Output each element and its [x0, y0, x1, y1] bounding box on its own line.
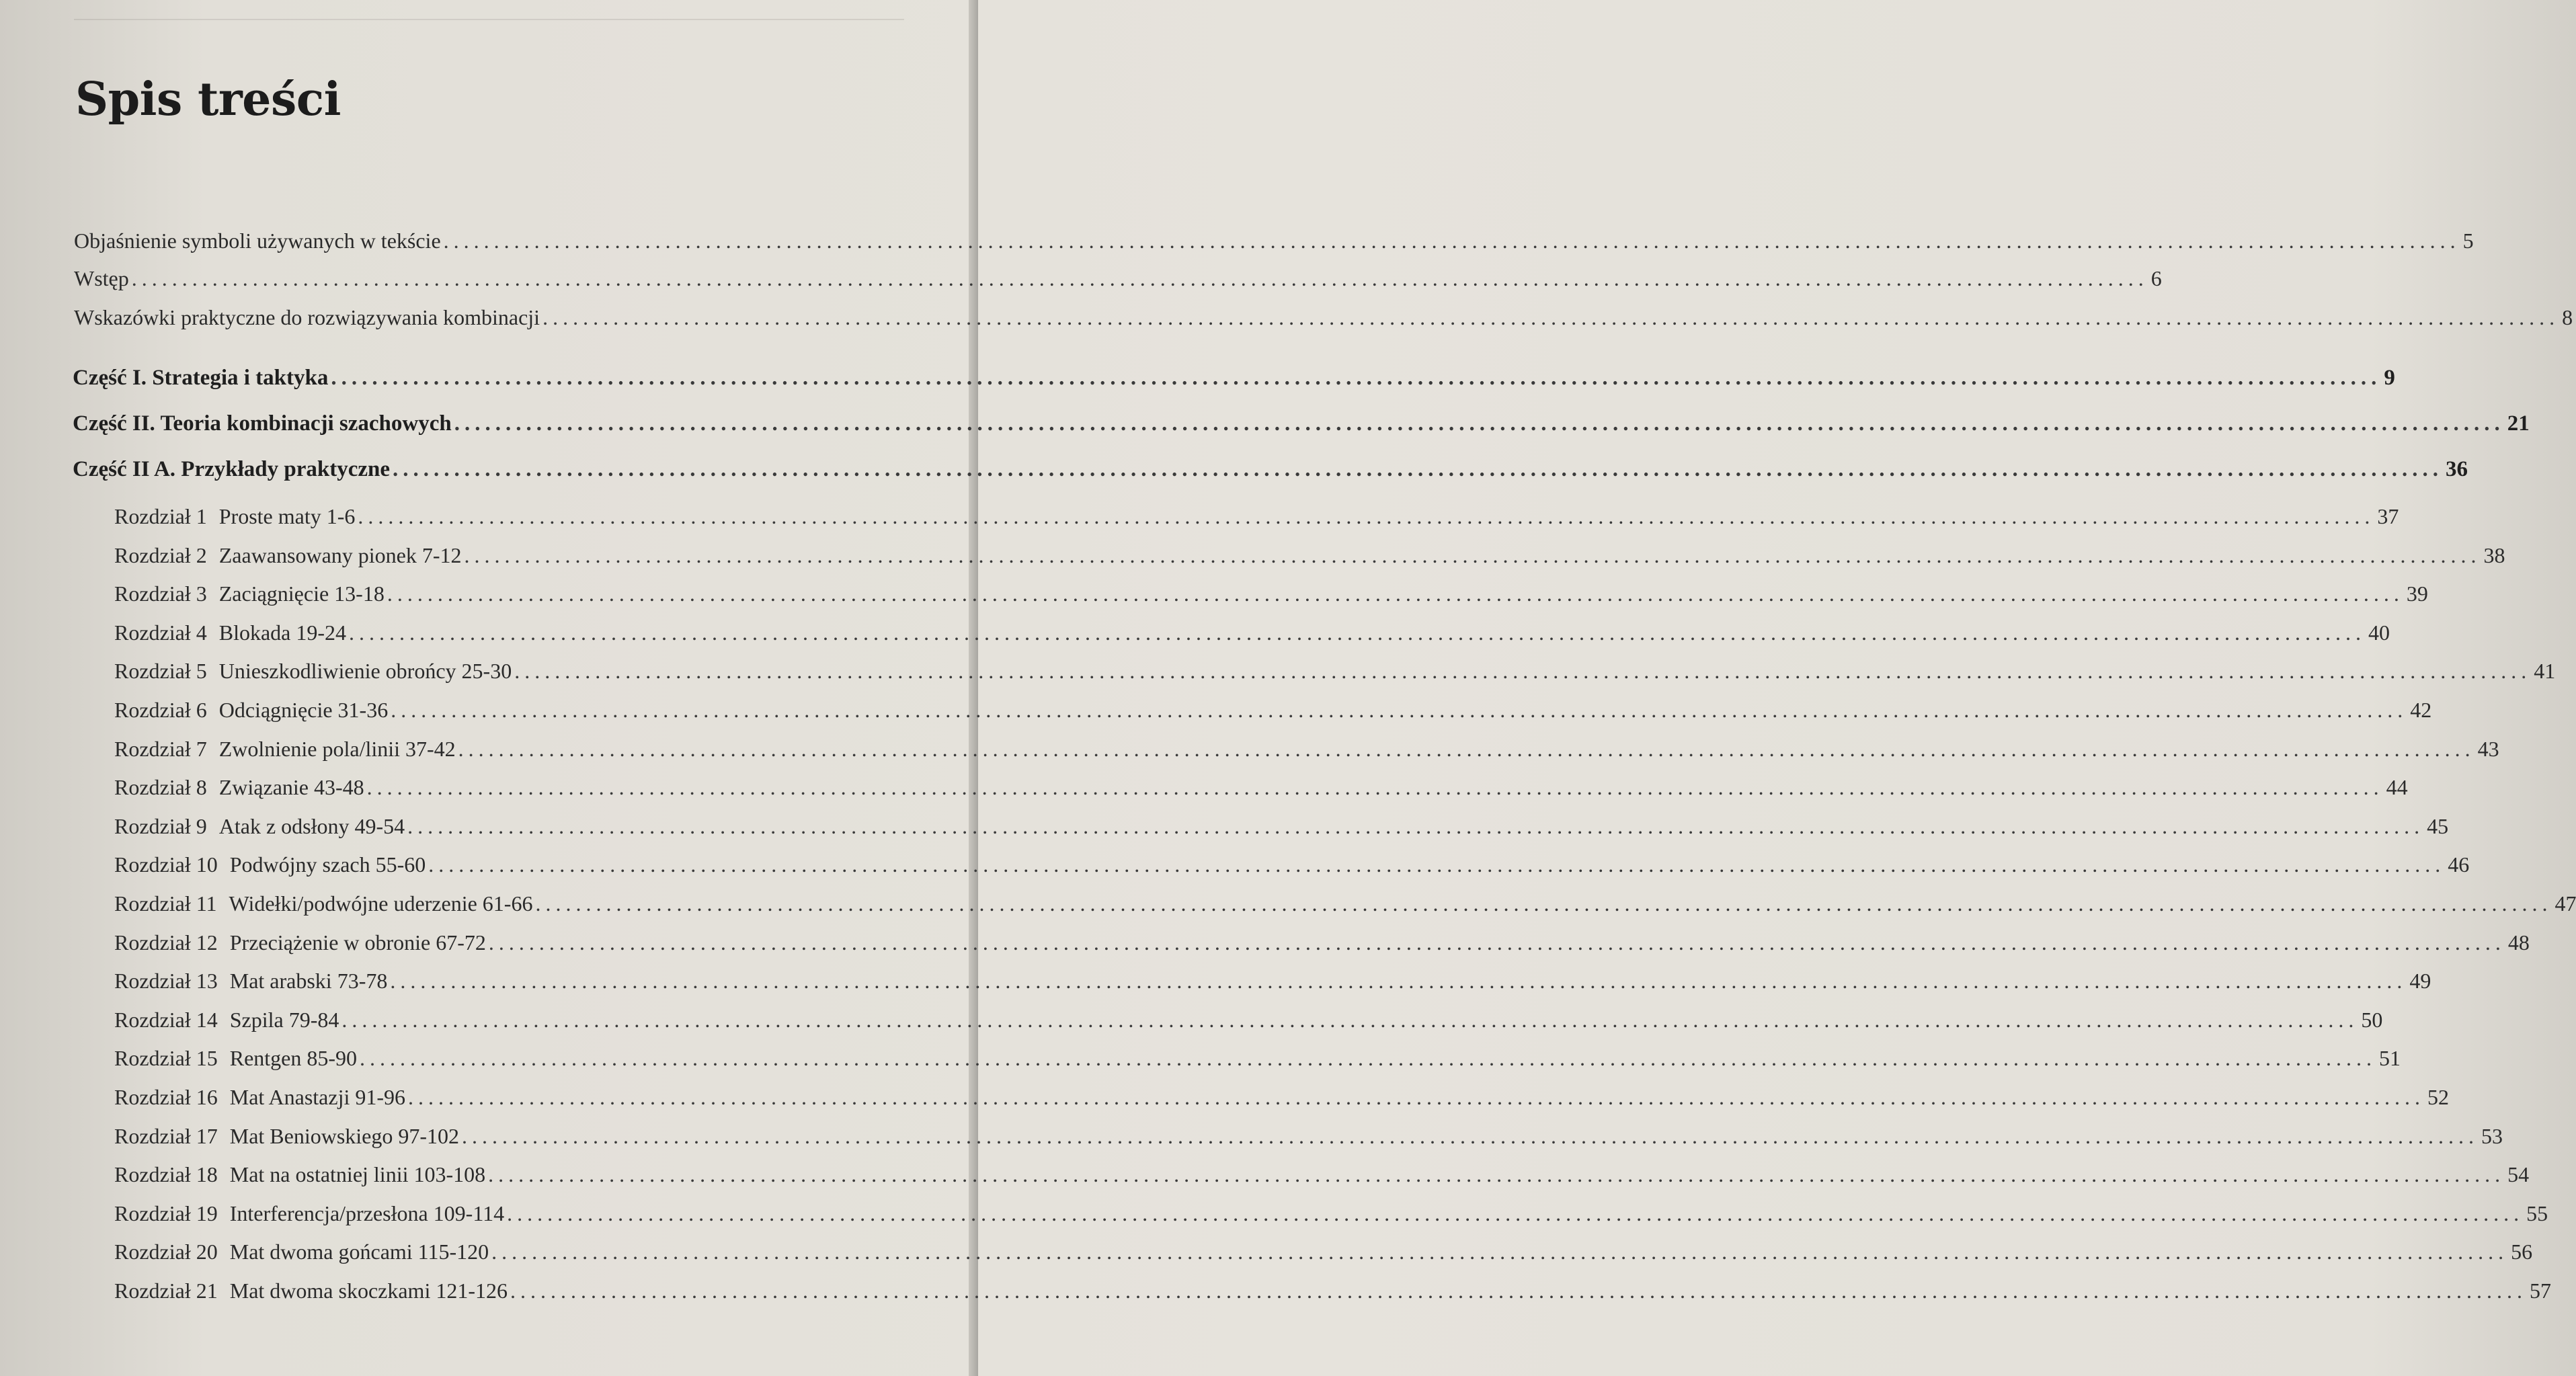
page-number: 36: [2446, 457, 2468, 481]
chapter-label: [114, 1201, 504, 1226]
chapter-label: [114, 1240, 489, 1264]
chapter-title: Atak z odsłony 49-54: [218, 813, 405, 838]
chapter-label: [114, 1085, 405, 1110]
part-label: Część II A. Przykłady praktyczne: [73, 457, 391, 481]
page-number: 46: [2448, 852, 2470, 877]
chapter-label: [114, 1008, 339, 1033]
chapter-title: Interferencja/przesłona 109-114: [229, 1201, 505, 1225]
dot-leader: ........................................................................................................................................................................................................: [443, 229, 2460, 253]
chapter-label: [114, 543, 462, 568]
chapter-title: Zaciągnięcie 13-18: [218, 581, 385, 606]
entry-label: Wstęp: [74, 266, 129, 290]
page-number: 50: [2361, 1007, 2383, 1032]
chapter-label: [114, 620, 346, 645]
chapter-title: Zwolnienie pola/linii 37-42: [218, 736, 456, 761]
toc-entry-chapter: [114, 1085, 2450, 1110]
chapter-number: Rozdział 15: [114, 1046, 218, 1071]
toc-entry-part: [73, 366, 2395, 391]
dot-leader: ........................................................................................................................................................................................................: [360, 1046, 2377, 1071]
toc-entry-chapter: [114, 736, 2499, 762]
toc-entry-chapter: [114, 813, 2449, 839]
chapter-label: [114, 1046, 357, 1071]
chapter-title: Mat na ostatniej linii 103-108: [229, 1162, 486, 1187]
chapter-number: Rozdział 3: [114, 581, 207, 606]
chapter-number: Rozdział 18: [114, 1162, 218, 1187]
dot-leader: ........................................................................................................................................................................................................: [507, 1201, 2524, 1225]
page-number: 41: [2534, 659, 2556, 684]
dot-leader: ........................................................................................................................................................................................................: [349, 620, 2366, 645]
page-number: 55: [2526, 1201, 2548, 1225]
page-number: 52: [2427, 1085, 2450, 1109]
dot-leader: ........................................................................................................................................................................................................: [407, 813, 2425, 838]
dot-leader: ........................................................................................................................................................................................................: [454, 411, 2505, 436]
chapter-label: [114, 930, 486, 955]
chapter-title: Zaawansowany pionek 7-12: [218, 542, 462, 567]
page-number: 47: [2554, 891, 2576, 916]
chapter-label: [114, 504, 355, 529]
toc-entry-part: [73, 411, 2530, 436]
chapter-number: Rozdział 7: [114, 736, 207, 761]
toc-entry-chapter: [114, 620, 2390, 645]
chapter-number: Rozdział 11: [114, 891, 217, 916]
dot-leader: ........................................................................................................................................................................................................: [341, 1007, 2359, 1032]
dot-leader: ........................................................................................................................................................................................................: [408, 1085, 2425, 1109]
dot-leader: ........................................................................................................................................................................................................: [535, 891, 2552, 916]
dot-leader: ........................................................................................................................................................................................................: [331, 366, 2382, 390]
toc-entry-chapter: [114, 504, 2399, 529]
chapter-title: Przeciążenie w obronie 67-72: [229, 930, 486, 955]
dot-leader: ........................................................................................................................................................................................................: [542, 305, 2560, 329]
page-number: 9: [2384, 366, 2395, 390]
toc-entry-intro: [74, 305, 2573, 330]
toc-entry-chapter: [114, 581, 2428, 606]
chapter-label: [114, 775, 364, 800]
chapter-number: Rozdział 20: [114, 1240, 218, 1264]
chapter-title: Proste maty 1-6: [218, 504, 356, 528]
dot-leader: ........................................................................................................................................................................................................: [391, 698, 2408, 722]
toc-entry-chapter: [114, 775, 2408, 800]
toc-entry-chapter: [114, 1123, 2503, 1149]
page-number: 6: [2150, 266, 2162, 290]
page-number: 21: [2507, 411, 2530, 436]
part-label: Część II. Teoria kombinacji szachowych: [73, 411, 452, 436]
dot-leader: ........................................................................................................................................................................................................: [393, 457, 2444, 481]
chapter-title: Mat dwoma gońcami 115-120: [229, 1240, 489, 1264]
chapter-title: Szpila 79-84: [229, 1007, 339, 1032]
dot-leader: ........................................................................................................................................................................................................: [387, 581, 2404, 606]
toc-entry-intro: [74, 229, 2474, 253]
toc-entry-chapter: [114, 891, 2576, 916]
page-number: 49: [2409, 969, 2431, 994]
chapter-label: [114, 891, 532, 916]
dot-leader: ........................................................................................................................................................................................................: [464, 542, 2481, 567]
dot-leader: ........................................................................................................................................................................................................: [366, 775, 2384, 800]
chapter-number: Rozdział 14: [114, 1007, 218, 1032]
toc-entry-chapter: [114, 1279, 2551, 1303]
part-label: Część I. Strategia i taktyka: [73, 366, 329, 390]
chapter-number: Rozdział 10: [114, 852, 218, 877]
toc-entry-chapter: [114, 659, 2556, 684]
dot-leader: ........................................................................................................................................................................................................: [428, 852, 2446, 877]
page-number: 42: [2410, 698, 2432, 722]
chapter-number: Rozdział 5: [114, 659, 207, 684]
chapter-number: Rozdział 2: [114, 542, 207, 567]
page-number: 43: [2477, 736, 2499, 761]
dot-leader: ........................................................................................................................................................................................................: [514, 659, 2532, 684]
chapter-number: Rozdział 9: [114, 813, 207, 838]
dot-leader: ........................................................................................................................................................................................................: [488, 1162, 2505, 1187]
chapter-title: Mat Beniowskiego 97-102: [229, 1123, 460, 1148]
toc-entry-chapter: [114, 698, 2432, 723]
chapter-title: Widełki/podwójne uderzenie 61-66: [229, 891, 533, 916]
page-number: 56: [2511, 1240, 2533, 1264]
dot-leader: ........................................................................................................................................................................................................: [390, 969, 2407, 994]
chapter-title: Mat Anastazji 91-96: [229, 1085, 406, 1109]
page-number: 38: [2483, 542, 2505, 567]
chapter-number: Rozdział 19: [114, 1201, 218, 1225]
page-number: 53: [2481, 1123, 2503, 1148]
chapter-number: Rozdział 1: [114, 504, 207, 528]
chapter-title: Unieszkodliwienie obrońcy 25-30: [218, 659, 512, 684]
page-number: 37: [2377, 504, 2399, 528]
dot-leader: ........................................................................................................................................................................................................: [491, 1240, 2509, 1264]
chapter-label: [114, 969, 387, 994]
chapter-title: Rentgen 85-90: [229, 1046, 358, 1071]
toc-entry-intro: [74, 266, 2162, 291]
toc-entry-chapter: [114, 1007, 2383, 1033]
toc-entry-chapter: [114, 1162, 2530, 1187]
chapter-title: Odciągnięcie 31-36: [218, 698, 389, 722]
page-number: 48: [2507, 930, 2530, 955]
toc-entry-chapter: [114, 969, 2431, 994]
toc-entry-chapter: [114, 852, 2470, 877]
page-number: 39: [2406, 581, 2428, 606]
toc-entry-chapter: [114, 1046, 2401, 1071]
chapter-number: Rozdział 13: [114, 969, 218, 994]
chapter-title: Podwójny szach 55-60: [229, 852, 426, 877]
dot-leader: ........................................................................................................................................................................................................: [131, 266, 2148, 290]
chapter-number: Rozdział 17: [114, 1123, 218, 1148]
dot-leader: ........................................................................................................................................................................................................: [510, 1279, 2527, 1303]
chapter-label: [114, 814, 405, 839]
chapter-label: [114, 737, 456, 762]
chapter-number: Rozdział 21: [114, 1279, 218, 1303]
page-number: 44: [2386, 775, 2408, 800]
page-number: 40: [2368, 620, 2390, 645]
dot-leader: ........................................................................................................................................................................................................: [462, 1123, 2479, 1148]
toc-entry-chapter: [114, 542, 2505, 568]
chapter-title: Mat arabski 73-78: [229, 969, 388, 994]
toc-entry-chapter: [114, 1201, 2548, 1226]
chapter-number: Rozdział 4: [114, 620, 207, 645]
page-number: 51: [2379, 1046, 2401, 1071]
chapter-label: [114, 1279, 508, 1303]
chapter-number: Rozdział 16: [114, 1085, 218, 1109]
dot-leader: ........................................................................................................................................................................................................: [488, 930, 2505, 955]
entry-label: Wskazówki praktyczne do rozwiązywania kombinacji: [74, 305, 540, 329]
chapter-number: Rozdział 6: [114, 698, 207, 722]
dot-leader: ........................................................................................................................................................................................................: [358, 504, 2375, 528]
chapter-label: [114, 1162, 485, 1187]
toc-entry-chapter: [114, 1240, 2533, 1264]
toc-entry-part: [73, 457, 2468, 482]
page-number: 5: [2462, 229, 2474, 253]
chapter-title: Mat dwoma skoczkami 121-126: [229, 1279, 508, 1303]
chapter-number: Rozdział 8: [114, 775, 207, 800]
chapter-title: Blokada 19-24: [218, 620, 347, 645]
chapter-label: [114, 659, 512, 684]
chapter-label: [114, 581, 385, 606]
dot-leader: ........................................................................................................................................................................................................: [458, 736, 2475, 761]
entry-label: Objaśnienie symboli używanych w tekście: [74, 229, 441, 253]
toc-entry-chapter: [114, 930, 2530, 955]
chapter-label: [114, 852, 426, 877]
page-number: 8: [2562, 305, 2573, 329]
chapter-label: [114, 698, 388, 723]
page-title: Spis treści: [75, 73, 341, 126]
page-number: 45: [2427, 813, 2449, 838]
chapter-label: [114, 1124, 459, 1149]
chapter-title: Związanie 43-48: [218, 775, 364, 800]
page-number: 57: [2529, 1279, 2551, 1303]
chapter-number: Rozdział 12: [114, 930, 218, 955]
page-number: 54: [2507, 1162, 2530, 1187]
